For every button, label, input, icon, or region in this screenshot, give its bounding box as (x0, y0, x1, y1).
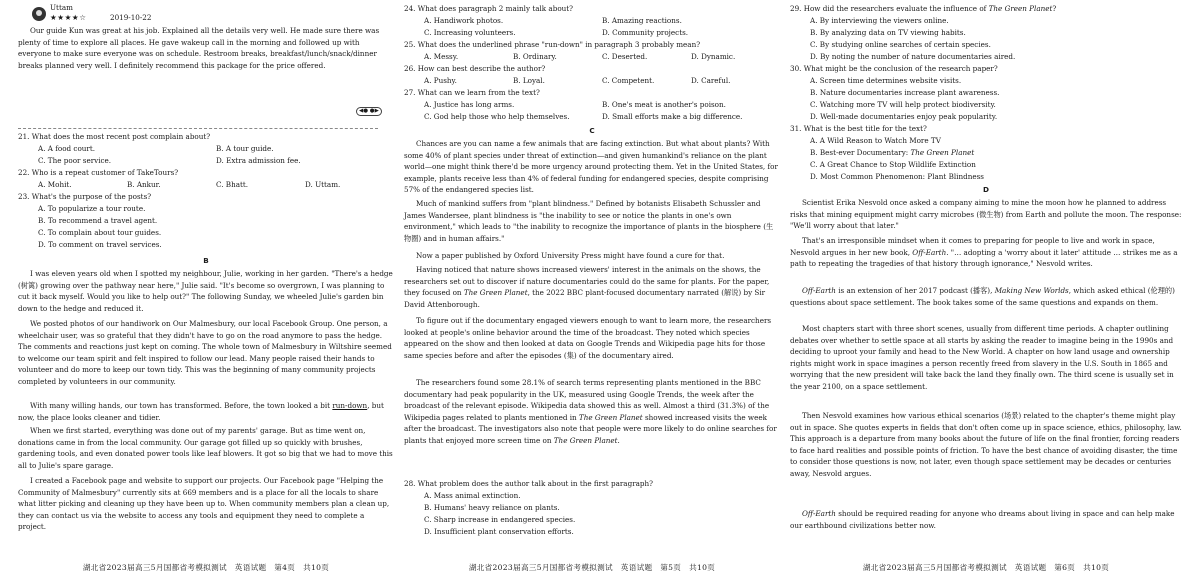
paragraph-6-end: should be required reading for anyone who dreams about living in space and can help make our earthbound civilizations better now. (790, 509, 1175, 530)
question-25: 25. What does the underlined phrase "run-down" in paragraph 3 probably mean? (404, 40, 701, 49)
passage-c-paragraph-5: To figure out if the documentary engaged viewers enough to want to learn more, the researchers looked at people's online behavior around the time of the broadcast. They noted which species appeared on the show and then looked at data on Google Trends and Wikipedia page hits for those same species before and after the episodes (集) of the documentary aired. (404, 316, 772, 360)
option-25d: D. Dynamic. (691, 52, 736, 61)
option-29a: A. By interviewing the viewers online. (810, 16, 949, 25)
option-30b: B. Nature documentaries increase plant awareness. (810, 88, 1000, 97)
question-22-options (18, 179, 394, 191)
option-27d: D. Small efforts make a big difference. (602, 112, 743, 121)
question-29-mark: ? (1052, 4, 1057, 13)
option-23c: C. To complain about tour guides. (38, 228, 162, 237)
question-31: 31. What is the best title for the text? (790, 124, 927, 133)
paragraph-3-end: , which asked ethical (伦理的) questions about space settlement. The book takes some of the same questions and expands on them. (790, 286, 1175, 307)
option-21b: B. A tour guide. (216, 144, 274, 153)
documentary-title: The Green Planet (553, 435, 618, 445)
documentary-title: The Green Planet (988, 4, 1053, 13)
question-27-options-row1 (404, 99, 780, 111)
passage-d-paragraph-3 (790, 285, 1182, 308)
paragraph-3-end: , but now, the place looks cleaner and tidier. (18, 401, 384, 422)
option-21a: A. A food court. (38, 144, 96, 153)
paragraph-2-start: That's an irresponsible mindset when it comes to preparing for people to live and work in space, Nesvold argues in her new book, (790, 236, 1155, 257)
option-31b-text: B. Best-ever Documentary: (810, 148, 911, 157)
reviewer-name: Uttam (50, 3, 73, 12)
option-27b: B. One's meat is another's poison. (602, 100, 726, 109)
question-21-options-row2 (18, 155, 394, 167)
paragraph-6-end: . (617, 435, 620, 445)
option-28c: C. Sharp increase in endangered species. (424, 515, 576, 524)
option-31b (790, 147, 1182, 159)
paragraph-3-middle: is an extension of her 2017 podcast (播客), (835, 286, 995, 295)
option-22d: D. Uttam. (305, 180, 341, 189)
question-27: 27. What can we learn from the text? (404, 88, 540, 97)
section-b-heading: B (203, 256, 209, 265)
option-26a: A. Pushy. (424, 76, 457, 85)
question-29-text: 29. How did the researchers evaluate the influence of (790, 4, 989, 13)
passage-d-paragraph-2 (790, 235, 1182, 270)
question-27-options-row2 (404, 111, 780, 123)
question-22: 22. Who is a repeat customer of TakeTours? (18, 168, 179, 177)
option-27c: C. God help those who help themselves. (424, 112, 570, 121)
option-22b: B. Ankur. (127, 180, 161, 189)
paragraph-3-start: With many willing hands, our town has transformed. Before, the town looked a bit (30, 401, 333, 410)
option-26d: D. Careful. (691, 76, 731, 85)
passage-d-paragraph-6 (790, 508, 1182, 531)
option-28a: A. Mass animal extinction. (424, 491, 521, 500)
passage-c-paragraph-4 (404, 264, 780, 310)
question-24-options-row1 (404, 15, 780, 27)
option-24b: B. Amazing reactions. (602, 16, 682, 25)
paragraph-2-end: . "… adopting a 'worry about it later' attitude … strikes me as a path to repeating the tragedies of that history through ignorance," Nesvold writes. (790, 247, 1178, 269)
option-29b: B. By analyzing data on TV viewing habits. (810, 28, 966, 37)
option-22a: A. Mohit. (38, 180, 72, 189)
rating-stars: ★★★★☆ (50, 13, 87, 22)
passage-c-paragraph-1: Chances are you can name a few animals that are facing extinction. But what about plants? With some 40% of plant species under threat of extinction—and given humankind's reliance on the plant world—one might think there'd be more urgency around protecting them. Yet in the United States, for example, plants receive less than 4% of federal funding for endangered species, despite comprising 57% of the endangered species list. (404, 139, 778, 195)
documentary-title: The Green Planet (910, 148, 975, 157)
question-24: 24. What does paragraph 2 mainly talk about? (404, 4, 574, 13)
option-25b: B. Ordinary. (513, 52, 557, 61)
question-23: 23. What's the purpose of the posts? (18, 192, 152, 201)
passage-b-paragraph-2: We posted photos of our handiwork on Our Malmesbury, our local Facebook Group. One person, a wheelchair user, was so grateful that they didn't have to go on the road anymore to pass the hedge. The comments and reactions just kept on coming. The whole town of Malmesbury in Wiltshire seemed to welcome our team spirit and felt inspired to follow our lead. Many people raised their hands to volunteer and do more to keep our town tidy. This was the beginning of many community projects completed by volunteers in our community. (18, 319, 392, 386)
option-30c: C. Watching more TV will help protect biodiversity. (810, 100, 996, 109)
passage-c-paragraph-6 (404, 377, 780, 447)
paragraph-4-end: , the 2022 BBC plant-focused documentary narrated (解说) by Sir David Attenborough. (404, 288, 766, 309)
page-footer: 湖北省2023届高三5月国都省考模拟测试 英语试题 第4页 共10页 (82, 563, 330, 572)
podcast-title: Making New Worlds (994, 286, 1069, 295)
option-28b: B. Humans' heavy reliance on plants. (424, 503, 560, 512)
section-divider (18, 128, 378, 129)
question-26-options (404, 75, 780, 87)
question-21: 21. What does the most recent post complain about? (18, 132, 211, 141)
option-26b: B. Loyal. (513, 76, 545, 85)
underlined-phrase: run-down (332, 401, 368, 410)
page-footer: 湖北省2023届高三5月国都省考模拟测试 英语试题 第5页 共10页 (468, 563, 716, 572)
question-21-options-row1 (18, 143, 394, 155)
option-27a: A. Justice has long arms. (424, 100, 515, 109)
question-30: 30. What might be the conclusion of the research paper? (790, 64, 998, 73)
option-26c: C. Competent. (602, 76, 655, 85)
paragraph-6-middle: showed increased visits the week after the broadcast. The investigators also note that people were more likely to do online searches for plants that enjoyed more screen time on (404, 412, 777, 445)
passage-c-paragraph-3: Now a paper published by Oxford University Press might have found a cure for that. (416, 251, 725, 260)
review-date: 2019-10-22 (110, 13, 152, 22)
page-4 (18, 0, 394, 583)
option-21c: C. The poor service. (38, 156, 112, 165)
option-30a: A. Screen time determines website visits. (810, 76, 962, 85)
question-26: 26. How can best describe the author? (404, 64, 546, 73)
option-31d: D. Most Common Phenomenon: Plant Blindness (810, 172, 984, 181)
book-title: Off-Earth (802, 509, 836, 518)
option-29d: D. By noting the number of nature documentaries aired. (810, 52, 1016, 61)
paragraph-4-start: Having noticed that nature shows increased viewers' interest in the animals on the shows, the researchers set out to discover if nature documentaries could do the same for plants. For the paper, they focused on (404, 265, 770, 298)
vote-buttons[interactable]: ◀● ●▶ (356, 107, 382, 116)
passage-b-paragraph-3 (18, 400, 394, 423)
passage-b-paragraph-5: I created a Facebook page and website to support our projects. Our Facebook page "Helping the Community of Malmesbury" currently sits at 669 members and is a place for all the locals to share what litter picking and cleaning up they have been up to. When community members plan a clean up, they can contact us via the website to access any tools and equipment they need to complete a project. (18, 476, 390, 532)
option-25c: C. Deserted. (602, 52, 648, 61)
option-21d: D. Extra admission fee. (216, 156, 301, 165)
passage-b-paragraph-4: When we first started, everything was done out of my parents' garage. But as time went on, donations came in from the local community. Our garage got filled up so quickly with brushes, gardening tools, and even donated power tools like leaf blowers. It got so big that we had to move this all to Julie's spare garage. (18, 426, 393, 470)
book-title: Off-Earth (912, 247, 947, 257)
option-31c: C. A Great Chance to Stop Wildlife Extinction (810, 160, 976, 169)
option-23d: D. To comment on travel services. (38, 240, 162, 249)
page-5 (404, 0, 780, 583)
option-24c: C. Increasing volunteers. (424, 28, 516, 37)
question-29 (790, 3, 1182, 15)
section-d-heading: D (983, 185, 989, 194)
option-28d: D. Insufficient plant conservation efforts. (424, 527, 574, 536)
passage-c-paragraph-2: Much of mankind suffers from "plant blindness." Defined by botanists Elisabeth Schussler and James Wandersee, plant blindness is "the inability to see or notice the plants in one's own environment," which leads to "the inability to recognize the importance of plants in the biosphere (生物圈) and in human affairs." (404, 199, 774, 243)
option-30d: D. Well-made documentaries enjoy peak popularity. (810, 112, 998, 121)
question-28: 28. What problem does the author talk about in the first paragraph? (404, 479, 653, 488)
passage-d-paragraph-5: Then Nesvold examines how various ethical scenarios (场景) related to the chapter's theme might play out in space. She quotes experts in fields that don't often come up in space science, ethics, philosophy, law. This approach is a departure from many books about the future of life on the final frontier, forcing readers to face hard realities and possible points of friction. To have the best chance of avoiding disaster, the time to consider those questions is now, not later, even though space settlement may be decades or centuries away, Nesvold argues. (790, 411, 1182, 478)
passage-d-paragraph-4: Most chapters start with three short scenes, usually from different time periods. A chapter outlining debates over whether to settle space at all starts by asking the reader to imagine being in the 1990s and deciding to uproot your family and head to the New World. A chapter on how land usage and ownership rights might work in space imagines a person recently freed from slavery in the U.S. South in 1865 and worrying that the new president will take back the land they finally own. The third scene is usually set in the year 2100, on a space settlement. (790, 324, 1174, 391)
option-25a: A. Messy. (424, 52, 459, 61)
paragraph-6-start: The researchers found some 28.1% of search terms representing plants mentioned in the BBC documentary had peak popularity in the UK, measured using Google Trends, the week after the broadcast of the relevant episode. Wikipedia data showed this as well. Almost a third (31.3%) of the Wikipedia pages related to plants mentioned in (404, 378, 770, 422)
passage-b-paragraph-1: I was eleven years old when I spotted my neighbour, Julie, working in her garden. "There's a hedge (树篱) growing over the pathway near here," Julie said. "It's become so overgrown, I was planning to cut it back myself. Would you like to help out?" The following Sunday, we wheeled Julie's garden bin down to the hedge and reduced it. (18, 269, 393, 313)
question-24-options-row2 (404, 27, 780, 39)
page-6 (790, 0, 1182, 583)
question-25-options (404, 51, 780, 63)
section-c-heading: C (589, 126, 595, 135)
option-31a: A. A Wild Reason to Watch More TV (810, 136, 941, 145)
option-24a: A. Handiwork photos. (424, 16, 504, 25)
option-23a: A. To popularize a tour route. (38, 204, 146, 213)
option-23b: B. To recommend a travel agent. (38, 216, 158, 225)
reviewer-avatar (32, 7, 46, 21)
option-24d: D. Community projects. (602, 28, 689, 37)
passage-d-paragraph-1: Scientist Erika Nesvold once asked a company aiming to mine the moon how he planned to address risks that mining equipment might carry microbes (微生物) from Earth and pollute the moon. The response: "We'll worry about that later." (790, 198, 1182, 231)
documentary-title: The Green Planet (463, 288, 528, 298)
book-title: Off-Earth (802, 286, 836, 295)
option-29c: C. By studying online searches of certain species. (810, 40, 991, 49)
documentary-title: The Green Planet (578, 412, 643, 422)
review-text: Our guide Kun was great at his job. Explained all the details very well. He made sure there was plenty of time to explore all places. He gave wakeup call in the morning and followed up with everyone to make sure everyone was on schedule. Restroom breaks, breakfast/lunch/snack/dinner breaks planned very well. I definitely recommend this package for the price offered. (18, 26, 380, 70)
page-footer: 湖北省2023届高三5月国都省考模拟测试 英语试题 第6页 共10页 (862, 563, 1110, 572)
option-22c: C. Bhatt. (216, 180, 249, 189)
